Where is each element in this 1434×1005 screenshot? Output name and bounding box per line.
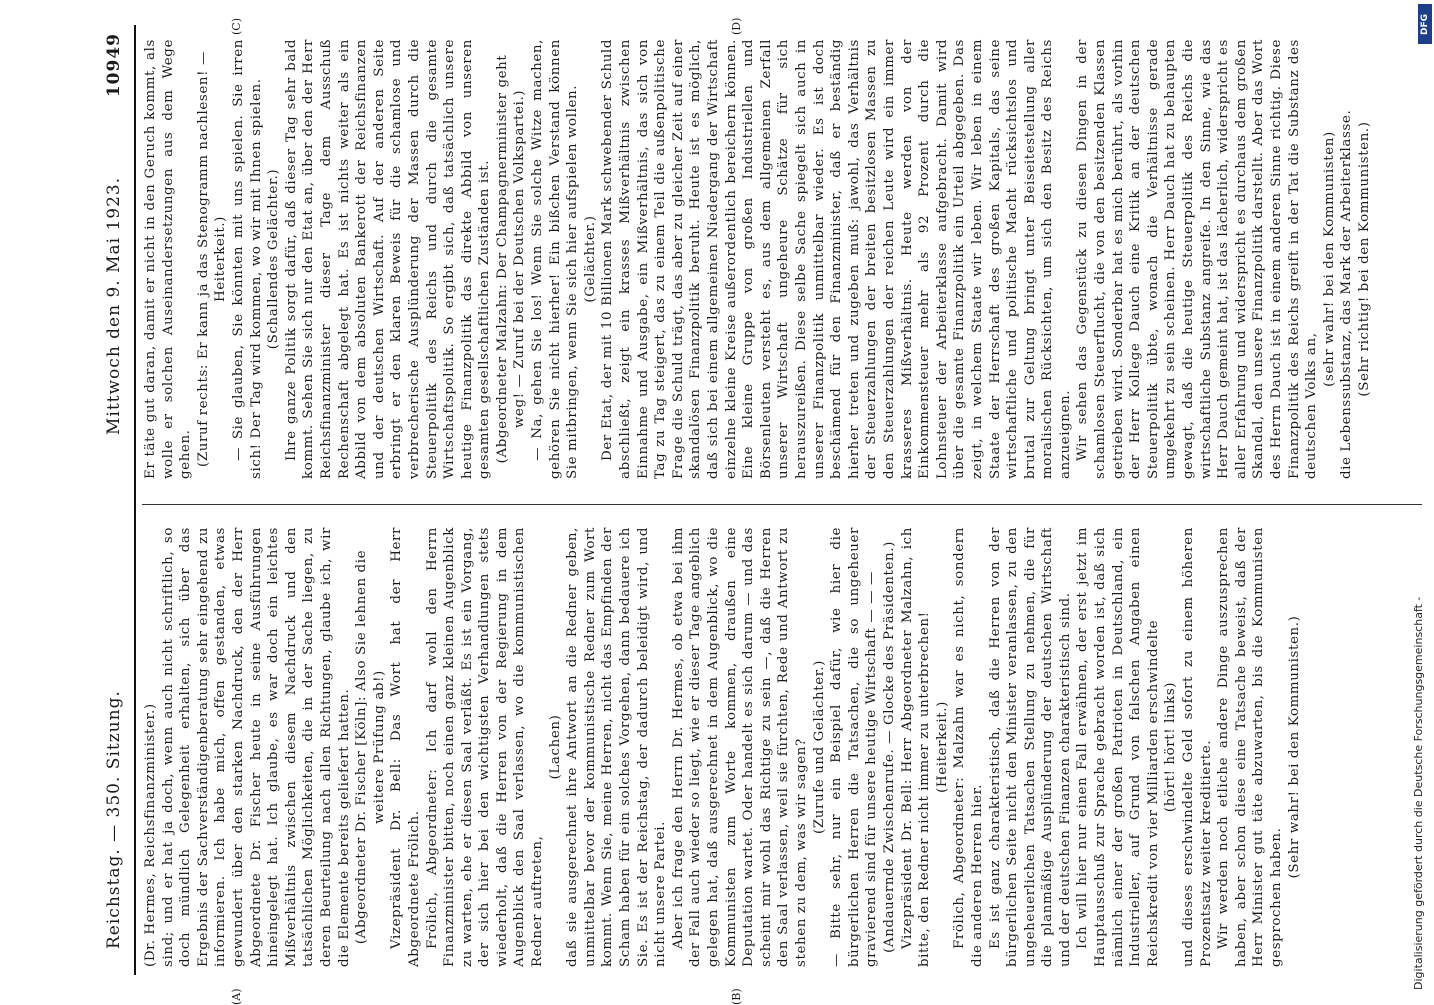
digitization-credit: Digitalisierung gefördert durch die Deutsche Forschungsgemeinschaft - (1412, 596, 1425, 990)
paragraph: Vizepräsident Dr. Bell: Das Wort hat der Herr Abgeordnete Frölich. (389, 527, 422, 967)
interjection: (Sehr wahr! bei den Kommunisten.) (1286, 615, 1302, 879)
paragraph: Aber ich frage den Herrn Dr. Hermes, ob etwa bei ihm der Fall auch wieder so liegt, wie er dieser Tage angeblich gelegen hat, daß ausgerechnet in dem Augenblick, wo die Kommunisten zum Worte kommen, draußen eine Deputation wartet. Oder handelt es sich darum — und das scheint mir wohl das Richtige zu sein —, daß die Herren den Saal verlassen, weil sie fürchten, Rede und Antwort zu stehen zu dem, was wir sagen? (670, 527, 809, 967)
interjection: (Andauernde Zwischenrufe. — Glocke des Präsidenten.) (881, 541, 897, 953)
paragraph: Es ist ganz charakteristisch, daß die Herren von der bürgerlichen Seite nicht den Minister veranlassen, zu den ungeheuerlichen Tatsachen Stellung zu nehmen, die für die planmäßige Ausplünderung der deutschen Wirtschaft und der deutschen Finanzen charakteristisch sind. (987, 527, 1073, 967)
right-column (142, 39, 1422, 479)
paragraph: Der Etat, der mit 10 Billionen Mark schwebender Schuld abschließt, zeigt ein krasses Mißverhältnis zwischen Einnahme und Ausgabe, ein Mißverhältnis, das sich von Tag zu Tag steigert, das zu einem Teil die außenpolitische Frage die Schuld trägt, das aber zu gleicher Zeit auf einer skandalösen Finanzpolitik beruht. Heute ist es möglich, daß sich bei einem allgemeinen Niedergang der Wirtschaft einzelne kleine Kreise außerordentlich bereichern können. Eine kleine Gruppe von großen Industriellen und Börsenleuten versteht es, aus dem allgemeinen Zerfall unserer Wirtschaft ungeheure Schätze für sich herauszureißen. Diese selbe Sache spiegelt sich auch in unserer Finanzpolitik unmittelbar wieder. Es ist doch beschämend für den Finanzminister, daß er beständig hierher treten und zugeben muß: jawohl, das Verhältnis der Steuerzahlungen der breiten besitzlosen Massen zu den Steuerzahlungen der reichen Leute wird ein immer krasseres Mißverhältnis. Heute werden von der Einkommensteuer mehr als 92 Prozent durch die Lohnsteuer der Arbeiterklasse aufgebracht. Damit wird über die gesamte Finanzpolitik ein Urteil abgegeben. Das zeigt, in welchem Staate wir leben. Wir leben in einem Staate der Herrschaft des großen Kapitals, das seine wirtschaftliche und politische Macht rücksichtslos und brutal zur Geltung bringt unter Beiseitestellung aller moralischen Rücksichten, um sich den Besitz des Reichs anzueignen. (600, 39, 1073, 479)
header-left-title: Reichstag. — 350. Sitzung. (104, 690, 124, 949)
margin-mark-a: (A) (230, 988, 243, 1005)
dfg-logo: DFG (1418, 4, 1432, 44)
margin-mark-b: (B) (730, 988, 743, 1005)
page-header (90, 25, 136, 975)
left-column (142, 527, 1422, 967)
interjection: (Lachen) (547, 714, 563, 780)
paragraph: (Dr. Hermes, Reichsfinanzminister.) (143, 703, 158, 967)
paragraph: und dieses erschwindelte Geld sofort zu einem höheren Prozentsatz weiter kreditierte. (1181, 527, 1214, 967)
interjection: (Sehr richtig! bei den Kommunisten.) (1356, 121, 1372, 397)
paragraph: Wir werden noch etliche andere Dinge auszusprechen haben, aber schon diese eine Tatsache beweist, daß der Herr Minister gut täte abzuwarten, bis die Kommunisten gesprochen haben. (1216, 527, 1284, 967)
interjection: (hört! hört! links) (1163, 681, 1179, 813)
paragraph: — Na, gehen Sie los! Wenn Sie solche Witze machen, gehören Sie nicht hierher! Ein bißchen Verstand können Sie mitbringen, wenn Sie sich hier aufspielen wollen. (530, 39, 581, 479)
paragraph: sind; und er hat ja doch, wenn auch nicht schriftlich, so doch mündlich Gelegenheit erhalten, sich über das Ergebnis der Sachverständigenberatung sehr eingehend zu informieren. Ich habe mich, offen gestanden, etwas gewundert über den starken Nachdruck, den der Herr Abgeordnete Dr. Fischer heute in seine Ausführungen hineingelegt hat. Ich glaube, es war doch ein leichtes Mißverhältnis zwischen diesem Nachdruck und den tatsächlichen Möglichkeiten, die in der Sache liegen, zu deren Beurteilung nach allen Richtungen, glaube ich, wir die Elemente bereits geliefert hatten. (160, 527, 352, 967)
paragraph: Frölich, Abgeordneter: Malzahn war es nicht, sondern die anderen Herren hier. (952, 527, 985, 967)
paragraph: die Lebenssubstanz, das Mark der Arbeiterklasse. (1339, 109, 1355, 479)
interjection: (sehr wahr! bei den Kommunisten) (1321, 131, 1337, 387)
page-number: 10949 (104, 33, 124, 98)
header-date: Mittwoch den 9. Mai 1923. (104, 176, 124, 435)
margin-mark-d: (D) (730, 17, 743, 35)
paragraph: — Bitte sehr, nur ein Beispiel dafür, wie hier die bürgerlichen Herren die Tatsachen, die so ungeheuer gravierend sind für unsere heutige Wirtschaft — — — (829, 527, 880, 967)
interjection: (Abgeordneter Malzahn: Der Champagnerminister geht weg! — Zuruf bei der Deutschen Volkspartei.) (494, 54, 528, 464)
interjection: (Heiterkeit.) (934, 701, 950, 793)
paragraph: Wir sehen das Gegenstück zu diesen Dingen in der schamlosen Steuerflucht, die von den besitzenden Klassen getrieben wird. Sonderbar hat es mich berührt, als vorhin der Herr Kollege Dauch eine Kritik an der deutschen Steuerpolitik übte, wonach die Verhältnisse gerade umgekehrt zu sein scheinen. Herr Dauch hat zu behaupten gewagt, daß die heutige Steuerpolitik des Reichs die wirtschaftliche Substanz angreife. In den Sinne, wie das Herr Dauch gemeint hat, ist das lächerlich, widerspricht es aller Erfahrung und widerspricht es durchaus dem großen Skandal, den unsere Finanzpolitik darstellt. Aber das Wort des Herrn Dauch ist in einem anderen Sinne richtig. Diese Finanzpolitik des Reichs greift in der Tat die Substanz des deutschen Volks an, (1075, 39, 1320, 479)
paragraph: Ich will hier nur einen Fall erwähnen, der erst jetzt im Hauptausschuß zur Sprache gebracht worden ist, daß sich nämlich einer der großen Patrioten in Deutschland, ein Industrieller, auf Grund von falschen Angaben einen Reichskredit von vier Milliarden erschwindelte (1075, 527, 1161, 967)
paragraph: Ihre ganze Politik sorgt dafür, daß dieser Tag sehr bald kommt. Sehen Sie sich nur den Etat an, über den der Herr Reichsfinanzminister dieser Tage dem Ausschuß Rechenschaft abgelegt hat. Es ist nichts weiter als ein Abbild von dem absoluten Bankerott der Reichsfinanzen und der deutschen Wirtschaft. Auf der anderen Seite erbringt er den klaren Beweis für die schamlose und verbrecherische Ausplünderung der Massen durch die Steuerpolitik des Reichs und durch die gesamte Wirtschaftspolitik. So ergibt sich, daß tatsächlich unsere heutige Finanzpolitik das direkte Abbild von unseren gesamten gesellschaftlichen Zuständen ist. (283, 39, 493, 479)
column-divider (142, 504, 1422, 505)
interjection: (Schallendes Gelächter.) (266, 168, 282, 350)
paragraph: Er täte gut daran, damit er nicht in den Geruch kommt, als wolle er solchen Auseinandersetzungen aus dem Wege gehen. (143, 39, 194, 479)
paragraph: Vizepräsident Dr. Bell: Herr Abgeordneter Malzahn, ich bitte, den Redner nicht immer zu unterbrechen! (899, 527, 933, 967)
paragraph: daß sie ausgerechnet ihre Antwort an die Redner geben, unmittelbar bevor der kommunistische Redner zum Wort kommt. Wenn Sie, meine Herren, nicht das Empfinden der Scham haben für ein solches Vorgehen, dann bedauere ich Sie. Es ist der Reichstag, der dadurch beleidigt wird, und nicht unsere Partei. (565, 527, 669, 967)
paragraph: — Sie glauben, Sie könnten mit uns spielen. Sie irren sich! Der Tag wird kommen, wo wir mit Ihnen spielen. (230, 39, 264, 479)
interjection: (Gelächter.) (582, 215, 598, 303)
interjection: (Abgeordneter Dr. Fischer [Köln]: Also Sie lehnen die weitere Prüfung ab!) (354, 549, 387, 945)
paragraph: Frölich, Abgeordneter: Ich darf wohl den Herrn Finanzminister bitten, noch einen ganz kleinen Augenblick zu warten, ehe er diesen Saal verläßt. Es ist ein Vorgang, der sich hier bei den wichtigsten Verhandlungen stets wiederholt, daß die Herren von der Regierung in dem Augenblick den Saal verlassen, wo die kommunistischen Redner auftreten, (424, 527, 546, 967)
margin-mark-c: (C) (230, 18, 243, 35)
interjection: (Zurufe und Gelächter.) (811, 660, 827, 834)
interjection: (Zuruf rechts: Er kann ja das Stenogramm nachlesen! — Heiterkeit.) (195, 51, 229, 467)
